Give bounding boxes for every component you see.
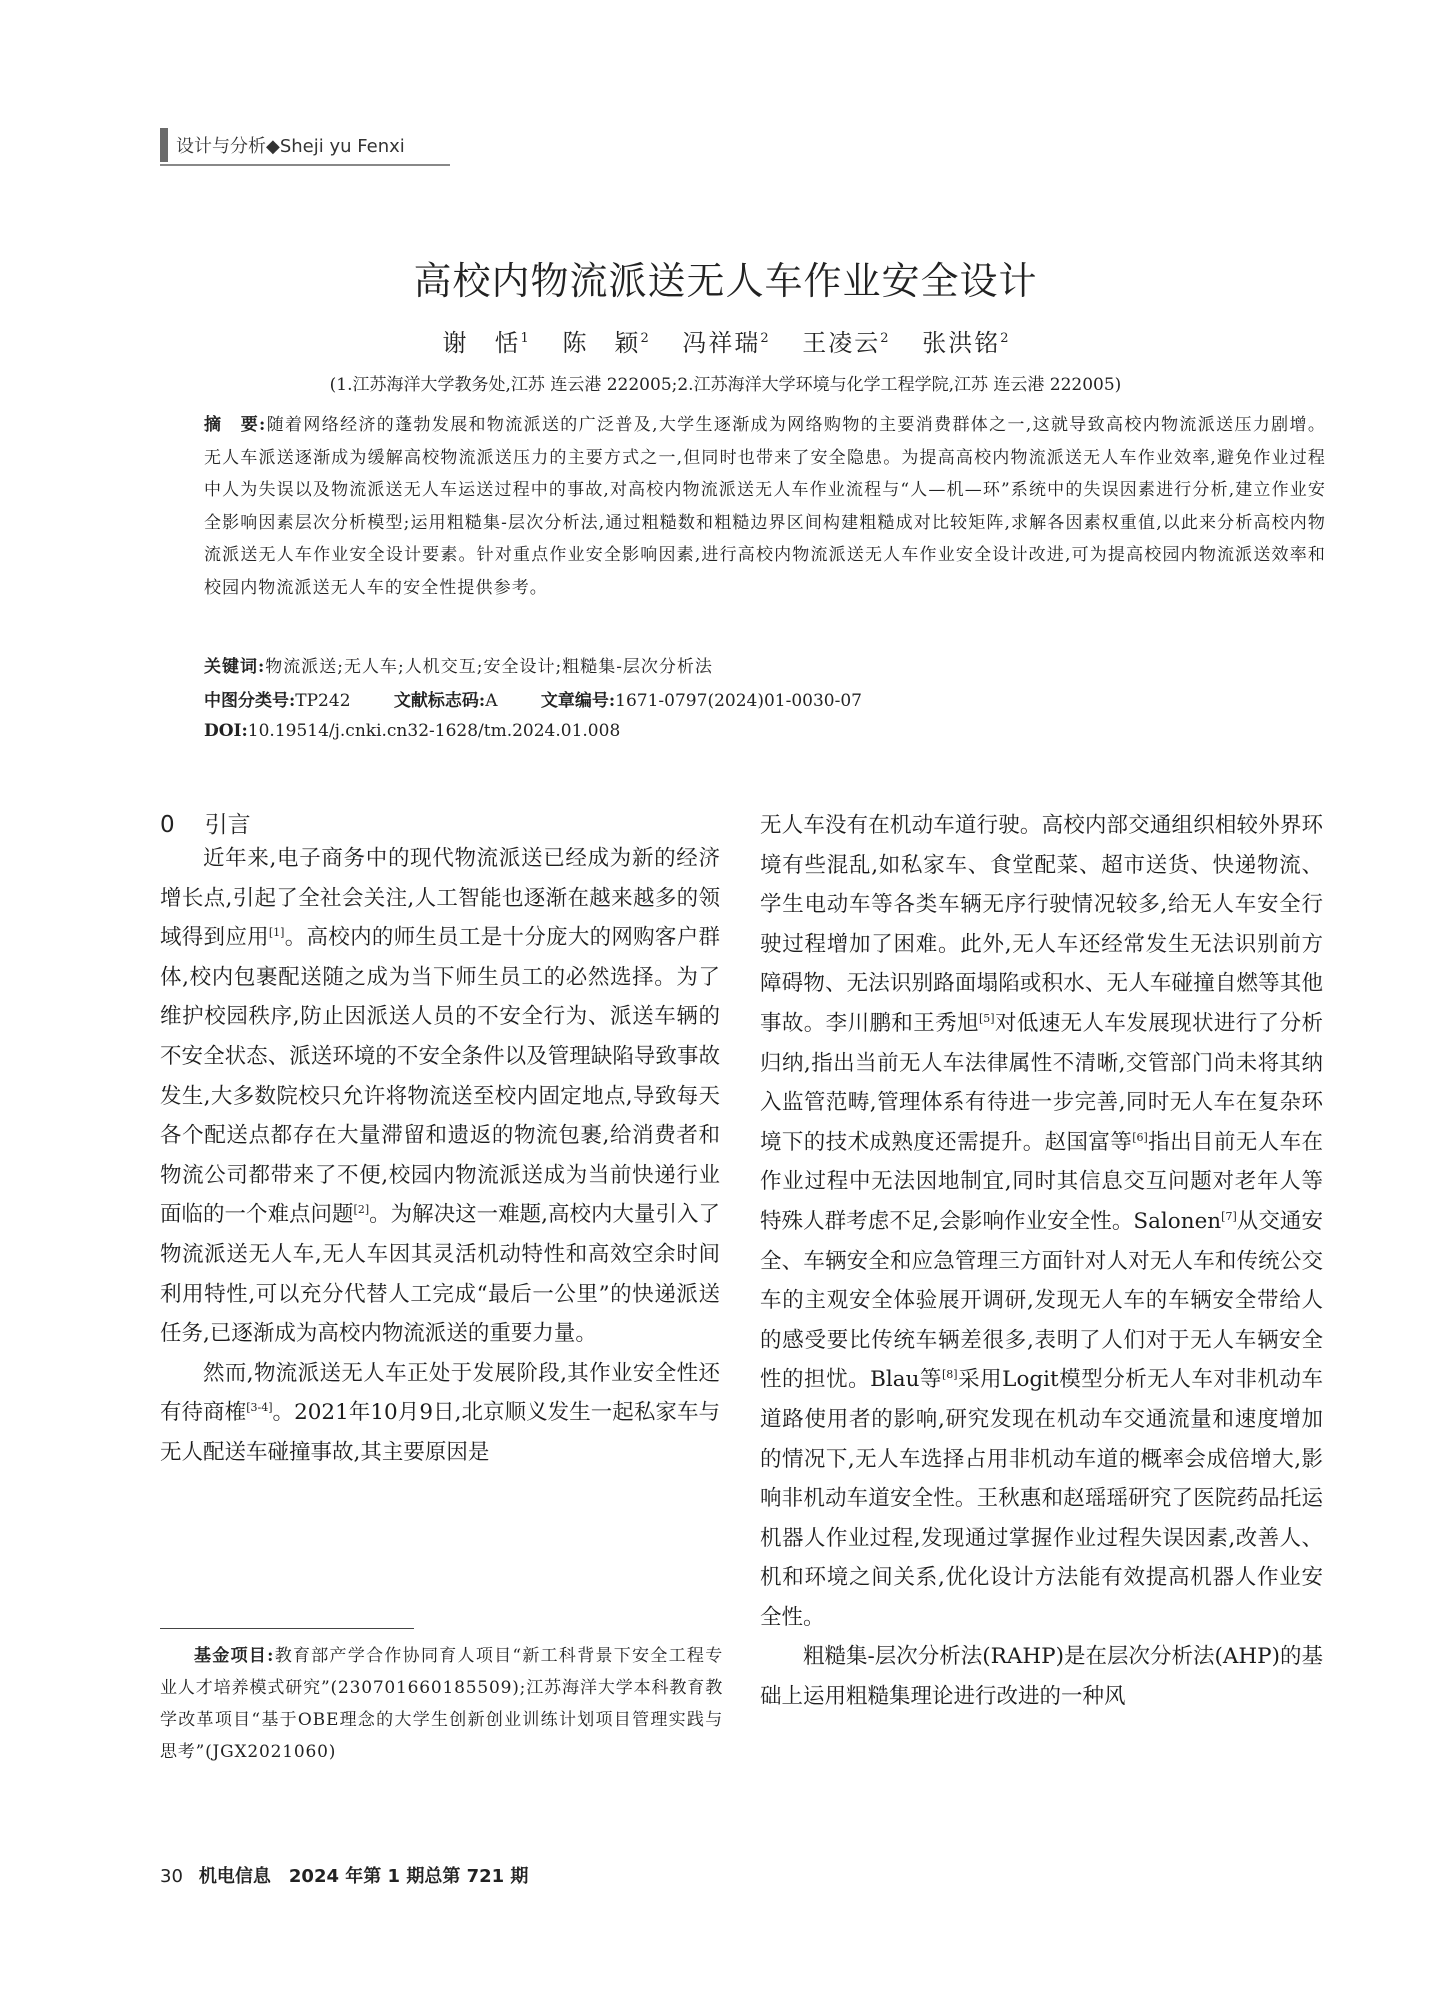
citation: [3-4] — [246, 1401, 273, 1415]
citation: [6] — [1132, 1130, 1148, 1144]
clc-label: 中图分类号: — [204, 691, 296, 711]
header-underline — [160, 164, 450, 166]
journal-name: 机电信息 — [198, 1866, 271, 1887]
doi-value: 10.19514/j.cnki.cn32-1628/tm.2024.01.008 — [247, 721, 621, 741]
abstract-label: 摘 要: — [204, 415, 267, 435]
header-bar-mark — [160, 128, 168, 162]
funding-footnote — [160, 1640, 723, 1768]
keywords-label: 关键词: — [204, 657, 266, 677]
citation: [5] — [978, 1011, 995, 1025]
page-number: 30 — [160, 1866, 183, 1887]
clc-value: TP242 — [295, 691, 351, 711]
keywords — [204, 652, 713, 677]
affiliation: (1.江苏海洋大学教务处,江苏 连云港 222005;2.江苏海洋大学环境与化学工程学院,江苏 连云港 222005) — [329, 375, 1122, 395]
abstract — [204, 409, 1326, 604]
running-head-text: 设计与分析◆Sheji yu Fenxi — [176, 136, 405, 157]
article-no-value: 1671-0797(2024)01-0030-07 — [615, 691, 862, 711]
section-number: 0 — [160, 812, 175, 838]
author: 谢 恬$^1$ — [442, 329, 529, 357]
citation: [2] — [353, 1203, 370, 1217]
right-column — [760, 806, 1323, 1717]
funding-label: 基金项目: — [194, 1646, 275, 1666]
citation: [7] — [1221, 1209, 1237, 1223]
paragraph: 然而,物流派送无人车正处于发展阶段,其作业安全性还有待商榷[3-4]。2021年10月9日,北京顺义发生一起私家车与无人配送车碰撞事故,其主要原因是 — [160, 1360, 720, 1465]
section-title: 引言 — [204, 812, 251, 838]
author: 陈 颖$^2$ — [562, 329, 649, 357]
doc-code-value: A — [485, 691, 498, 711]
abstract-text: 随着网络经济的蓬勃发展和物流派送的广泛普及,大学生逐渐成为网络购物的主要消费群体之一,这就导致高校内物流派送压力剧增。无人车派送逐渐成为缓解高校物流派送压力的主要方式之一,但同时也带来了安全隐患。为提高高校内物流派送无人车作业效率,避免作业过程中人为失误以及物流派送无人车运送过程中的事故,对高校内物流派送无人车作业流程与“人—机—环”系统中的失误因素进行分析,建立作业安全影响因素层次分析模型;运用粗糙集-层次分析法,通过粗糙数和粗糙边界区间构建粗糙成对比较矩阵,求解各因素权重值,以此来分析高校内物流派送无人车作业安全设计要素。针对重点作业安全影响因素,进行高校内物流派送无人车作业安全设计改进,可为提高校园内物流派送效率和校园内物流派送无人车的安全性提供参考。 — [204, 415, 1326, 598]
author: 张洪铭$^2$ — [922, 329, 1009, 357]
author-list — [0, 323, 1451, 358]
article-no-label: 文章编号: — [540, 691, 616, 711]
citation: [1] — [268, 926, 285, 940]
doc-code-label: 文献标志码: — [393, 691, 486, 711]
author: 王凌云$^2$ — [802, 329, 889, 357]
classification-line — [204, 686, 900, 711]
paragraph: 粗糙集-层次分析法(RAHP)是在层次分析法(AHP)的基础上运用粗糙集理论进行改进的一种风 — [760, 1644, 1323, 1710]
left-column — [160, 839, 720, 1473]
author: 冯祥瑞$^2$ — [682, 329, 769, 357]
paragraph: 近年来,电子商务中的现代物流派送已经成为新的经济增长点,引起了全社会关注,人工智能也逐渐在越来越多的领域得到应用[1]。高校内的师生员工是十分庞大的网购客户群体,校内包裹配送随之成为当下师生员工的必然选择。为了维护校园秩序,防止因派送人员的不安全行为、派送车辆的不安全状态、派送环境的不安全条件以及管理缺陷导致事故发生,大多数院校只允许将物流送至校内固定地点,导致每天各个配送点都存在大量滞留和遗返的物流包裹,给消费者和物流公司都带来了不便,校园内物流派送成为当前快递行业面临的一个难点问题[2]。为解决这一难题,高校内大量引入了物流派送无人车,无人车因其灵活机动特性和高效空余时间利用特性,可以充分代替人工完成“最后一公里”的快递派送任务,已逐渐成为高校内物流派送的重要力量。 — [160, 846, 720, 1347]
issue-info: 2024 年第 1 期总第 721 期 — [288, 1866, 529, 1887]
doi-label: DOI: — [204, 721, 248, 741]
paragraph: 无人车没有在机动车道行驶。高校内部交通组织相较外界环境有些混乱,如私家车、食堂配菜、超市送货、快递物流、学生电动车等各类车辆无序行驶情况较多,给无人车安全行驶过程增加了困难。此外,无人车还经常发生无法识别前方障碍物、无法识别路面塌陷或积水、无人车碰撞自燃等其他事故。李川鹏和王秀旭[5]对低速无人车发展现状进行了分析归纳,指出当前无人车法律属性不清晰,交管部门尚未将其纳入监管范畴,管理体系有待进一步完善,同时无人车在复杂环境下的技术成熟度还需提升。赵国富等[6]指出目前无人车在作业过程中无法因地制宜,同时其信息交互问题对老年人等特殊人群考虑不足,会影响作业安全性。Salonen[7]从交通安全、车辆安全和应急管理三方面针对人对无人车和传统公交车的主观安全体验展开调研,发现无人车的车辆安全带给人的感受要比传统车辆差很多,表明了人们对于无人车辆安全性的担忧。Blau等[8]采用Logit模型分析无人车对非机动车道路使用者的影响,研究发现在机动车交通流量和速度增加的情况下,无人车选择占用非机动车道的概率会成倍增大,影响非机动车道安全性。王秋惠和赵瑶瑶研究了医院药品托运机器人作业过程,发现通过掌握作业过程失误因素,改善人、机和环境之间关系,优化设计方法能有效提高机器人作业安全性。 — [760, 813, 1323, 1630]
paper-title: 高校内物流派送无人车作业安全设计 — [413, 259, 1038, 303]
page-footer — [160, 1862, 528, 1888]
doi-line — [204, 721, 620, 741]
running-header — [160, 128, 405, 162]
section-heading — [160, 806, 251, 839]
citation: [8] — [942, 1368, 958, 1382]
footnote-rule — [160, 1628, 414, 1629]
keywords-text: 物流派送;无人车;人机交互;安全设计;粗糙集-层次分析法 — [265, 657, 713, 677]
funding-text: 教育部产学合作协同育人项目“新工科背景下安全工程专业人才培养模式研究”(230701660185509);江苏海洋大学本科教育教学改革项目“基于OBE理念的大学生创新创业训练计划项目管理实践与思考”(JGX2021060) — [160, 1646, 723, 1762]
